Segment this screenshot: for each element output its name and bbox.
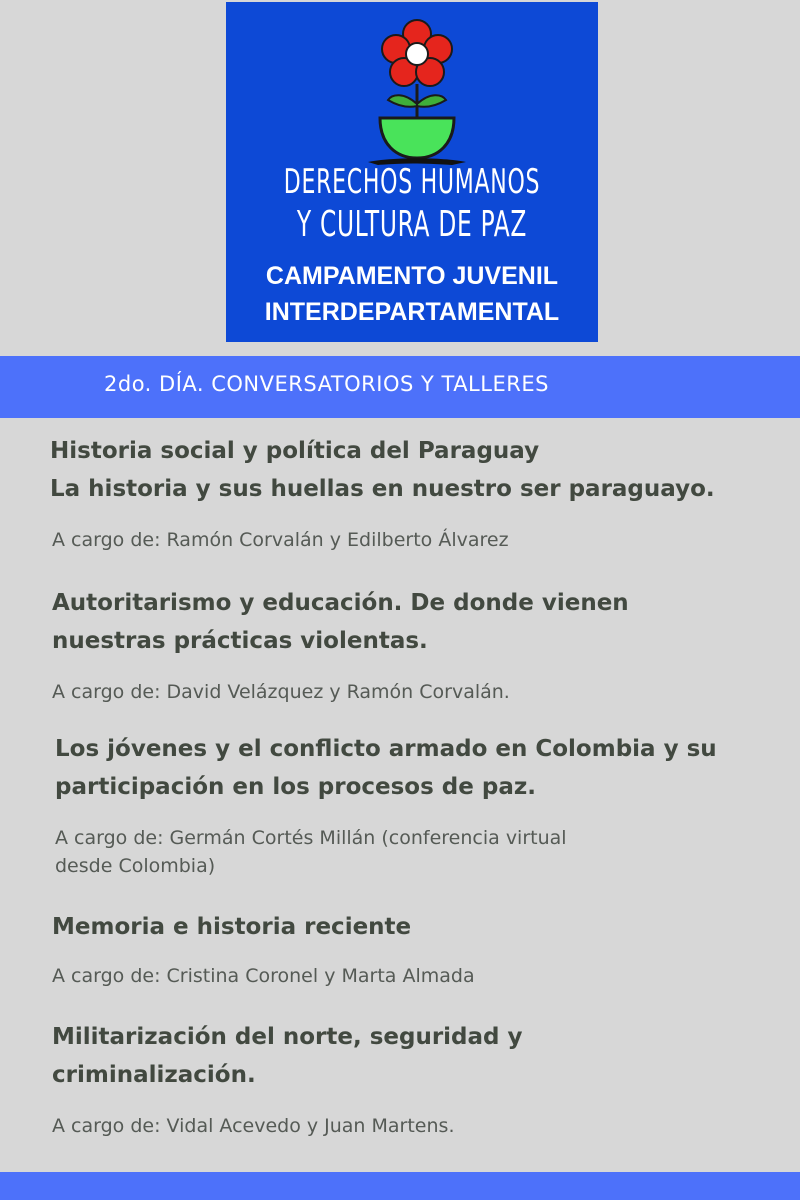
banner-title: 2do. DÍA. CONVERSATORIOS Y TALLERES [104,372,549,396]
day-banner [0,356,800,418]
session-title: Historia social y política del Paraguay La historia y sus huellas en nuestro ser paraguayo. [50,438,715,502]
session-byline: A cargo de: Vidal Acevedo y Juan Martens. [52,1115,455,1137]
session-byline: A cargo de: Ramón Corvalán y Edilberto Álvarez [52,529,509,551]
logo-subtitle-line1: CAMPAMENTO JUVENIL [265,262,559,290]
session-title: Los jóvenes y el conflicto armado en Colombia y su participación en los procesos de paz. [55,736,717,800]
logo-subtitle-line2: INTERDEPARTAMENTAL [264,298,560,326]
session-title: Militarización del norte, seguridad y criminalización. [52,1024,523,1088]
logo-title-line1: DERECHOS HUMANOS [283,162,541,202]
session-title: Autoritarismo y educación. De donde vienen nuestras prácticas violentas. [52,590,629,654]
flower-pot-icon [362,16,472,166]
logo [226,2,598,342]
footer-bar [0,1172,800,1200]
session-byline: A cargo de: David Velázquez y Ramón Corvalán. [52,681,510,703]
session-title: Memoria e historia reciente [52,914,412,940]
session-byline: A cargo de: Cristina Coronel y Marta Almada [52,965,475,987]
session-byline: A cargo de: Germán Cortés Millán (conferencia virtual desde Colombia) [55,827,567,877]
logo-title-line2: Y CULTURA DE PAZ [296,204,528,245]
